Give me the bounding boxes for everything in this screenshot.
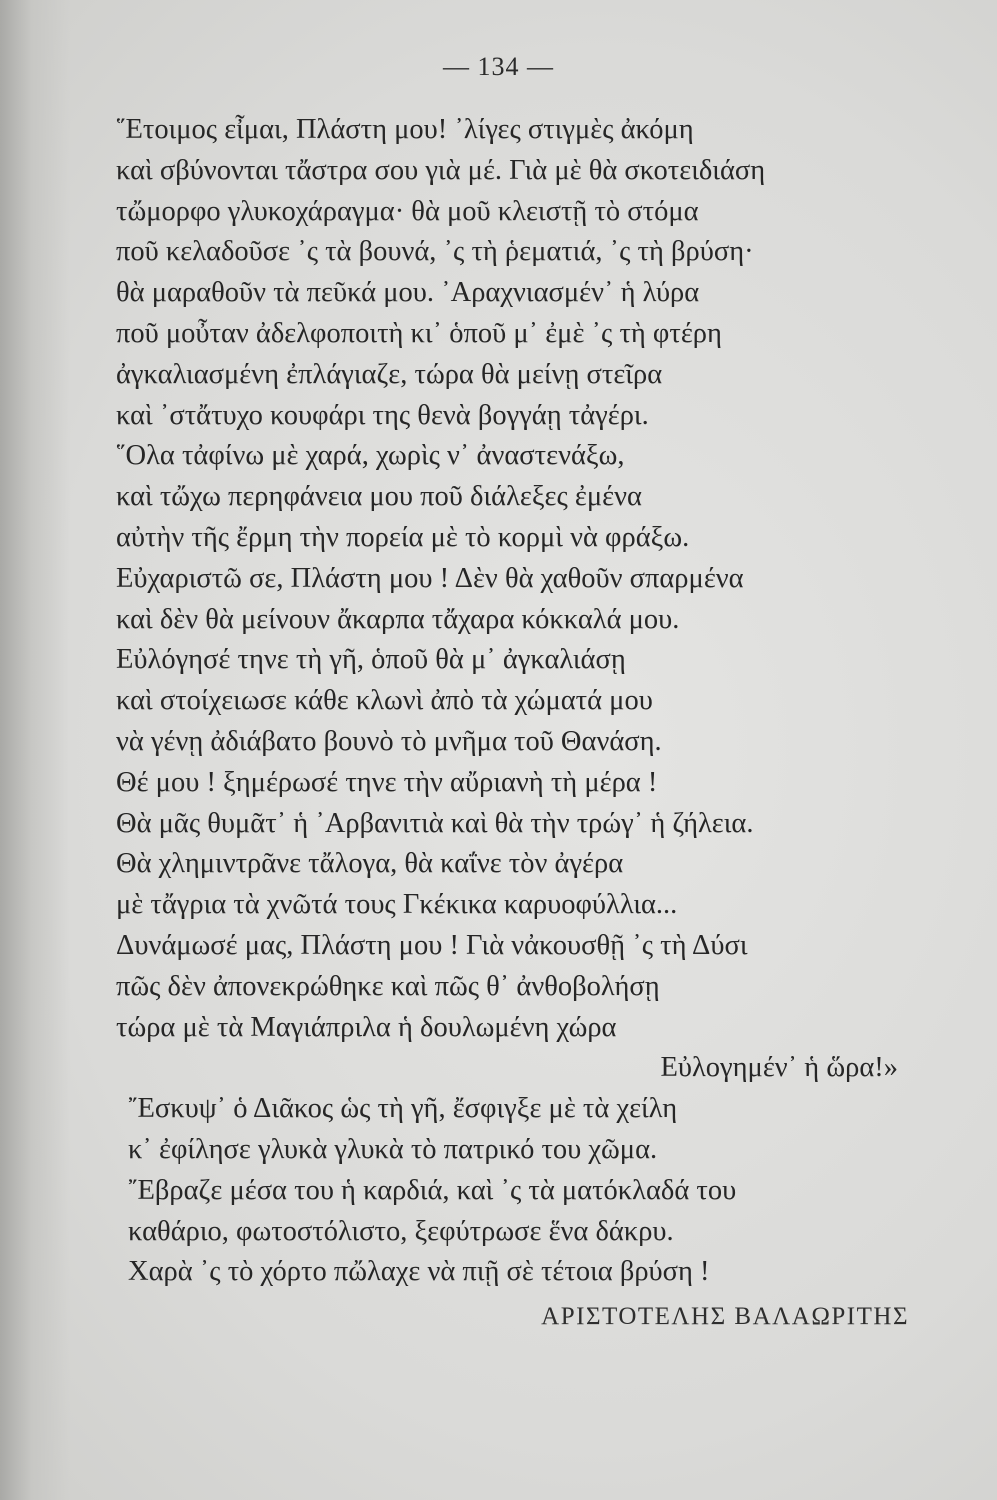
poem-line: τώρα μὲ τὰ Μαγιάπριλα ἡ δουλωμένη χώρα (116, 1011, 617, 1043)
poem-line: καὶ στοίχειωσε κάθε κλωνὶ ἀπὸ τὰ χώματά μου (116, 685, 653, 717)
poem-line: Εὐχαριστῶ σε, Πλάστη μου ! Δὲν θὰ χαθοῦν σπαρμένα (116, 562, 744, 594)
author-signature: ΑΡΙΣΤΟΤΕΛΗΣ ΒΑΛΑΩΡΙΤΗΣ (541, 1303, 909, 1330)
poem-line: ῎Εσκυψ᾽ ὁ Διᾶκος ὡς τὴ γῆ, ἔσφιγξε μὲ τὰ χείλη (128, 1093, 678, 1125)
gutter-shadow (0, 0, 70, 1500)
poem-line: Χαρὰ ᾽ς τὸ χόρτο πὤλαχε νὰ πιῇ σὲ τέτοια βρύση ! (128, 1256, 710, 1288)
poem-line: Θὰ μᾶς θυμᾶτ᾽ ἡ ᾿Αρβανιτιὰ καὶ θὰ τὴν τρώγ᾽ ἡ ζήλεια. (116, 807, 754, 839)
poem-line: μὲ τἄγρια τὰ χνῶτά τους Γκέκικα καρυοφύλλια... (116, 889, 678, 921)
poem-line: πῶς δὲν ἀπονεκρώθηκε καὶ πῶς θ᾽ ἀνθοβολήσῃ (116, 970, 660, 1002)
poem-line: θὰ μαραθοῦν τὰ πεῦκά μου. ᾿Αραχνιασμέν᾽ ἡ λύρα (116, 277, 700, 309)
poem-line: Εὐλόγησέ τηνε τὴ γῆ, ὁποῦ θὰ μ᾽ ἀγκαλιάσῃ (116, 644, 626, 676)
poem-line: τὤμορφο γλυκοχάραγμα· θὰ μοῦ κλειστῇ τὸ στόμα (116, 195, 699, 227)
poem-line: κ᾽ ἐφίλησε γλυκὰ γλυκὰ τὸ πατρικό του χῶμα. (128, 1133, 658, 1165)
poem-line: καὶ δὲν θὰ μείνουν ἄκαρπα τἄχαρα κόκκαλά μου. (116, 603, 680, 635)
poem-line: καὶ ᾽στἄτυχο κουφάρι της θενὰ βογγάῃ τἀγέρι. (116, 399, 649, 431)
poem-line: Θέ μου ! ξημέρωσέ τηνε τὴν αὔριανὴ τὴ μέρα ! (116, 766, 658, 798)
poem-line: καὶ τὤχω περηφάνεια μου ποῦ διάλεξες ἐμένα (116, 481, 642, 513)
poem-line: αὐτὴν τῆς ἔρμη τὴν πορεία μὲ τὸ κορμὶ νὰ φράξω. (116, 521, 690, 553)
poem-line: καὶ σβύνονται τἄστρα σου γιὰ μέ. Γιὰ μὲ θὰ σκοτειδιάση (116, 154, 766, 186)
poem-line: καθάριο, φωτοστόλιστο, ξεφύτρωσε ἕνα δάκρυ. (128, 1215, 674, 1247)
poem-line-right-aligned: Εὐλογημέν᾽ ἡ ὥρα!» (660, 1052, 898, 1084)
poem-line: ποῦ κελαδοῦσε ᾽ς τὰ βουνά, ᾽ς τὴ ῥεματιά, ᾽ς τὴ βρύση· (116, 236, 754, 268)
poem-line: ποῦ μοὖταν ἀδελφοποιτὴ κι᾽ ὁποῦ μ᾽ ἐμὲ ᾽ς τὴ φτέρη (116, 317, 722, 349)
poem-line: Δυνάμωσέ μας, Πλάστη μου ! Γιὰ νἀκουσθῇ ᾽ς τὴ Δύσι (116, 929, 748, 961)
poem-line: ἀγκαλιασμένη ἐπλάγιαζε, τώρα θὰ μείνῃ στεῖρα (116, 358, 663, 390)
poem-line: Θὰ χλημιντρᾶνε τἄλογα, θὰ καΐνε τὸν ἀγέρα (116, 848, 624, 880)
page-number: — 134 — (443, 52, 554, 81)
poem-text (116, 110, 916, 1293)
poem-line: ῞Ετοιμος εἶμαι, Πλάστη μου! ᾿λίγες στιγμὲς ἀκόμη (116, 114, 694, 145)
poem-line: ῎Εβραζε μέσα του ἡ καρδιά, καὶ ᾽ς τὰ ματόκλαδά του (128, 1174, 737, 1206)
poem-line: ῞Ολα τἀφίνω μὲ χαρά, χωρὶς ν᾽ ἀναστενάξω, (116, 440, 625, 472)
poem-line: νὰ γένῃ ἀδιάβατο βουνὸ τὸ μνῆμα τοῦ Θανάση. (116, 725, 662, 757)
